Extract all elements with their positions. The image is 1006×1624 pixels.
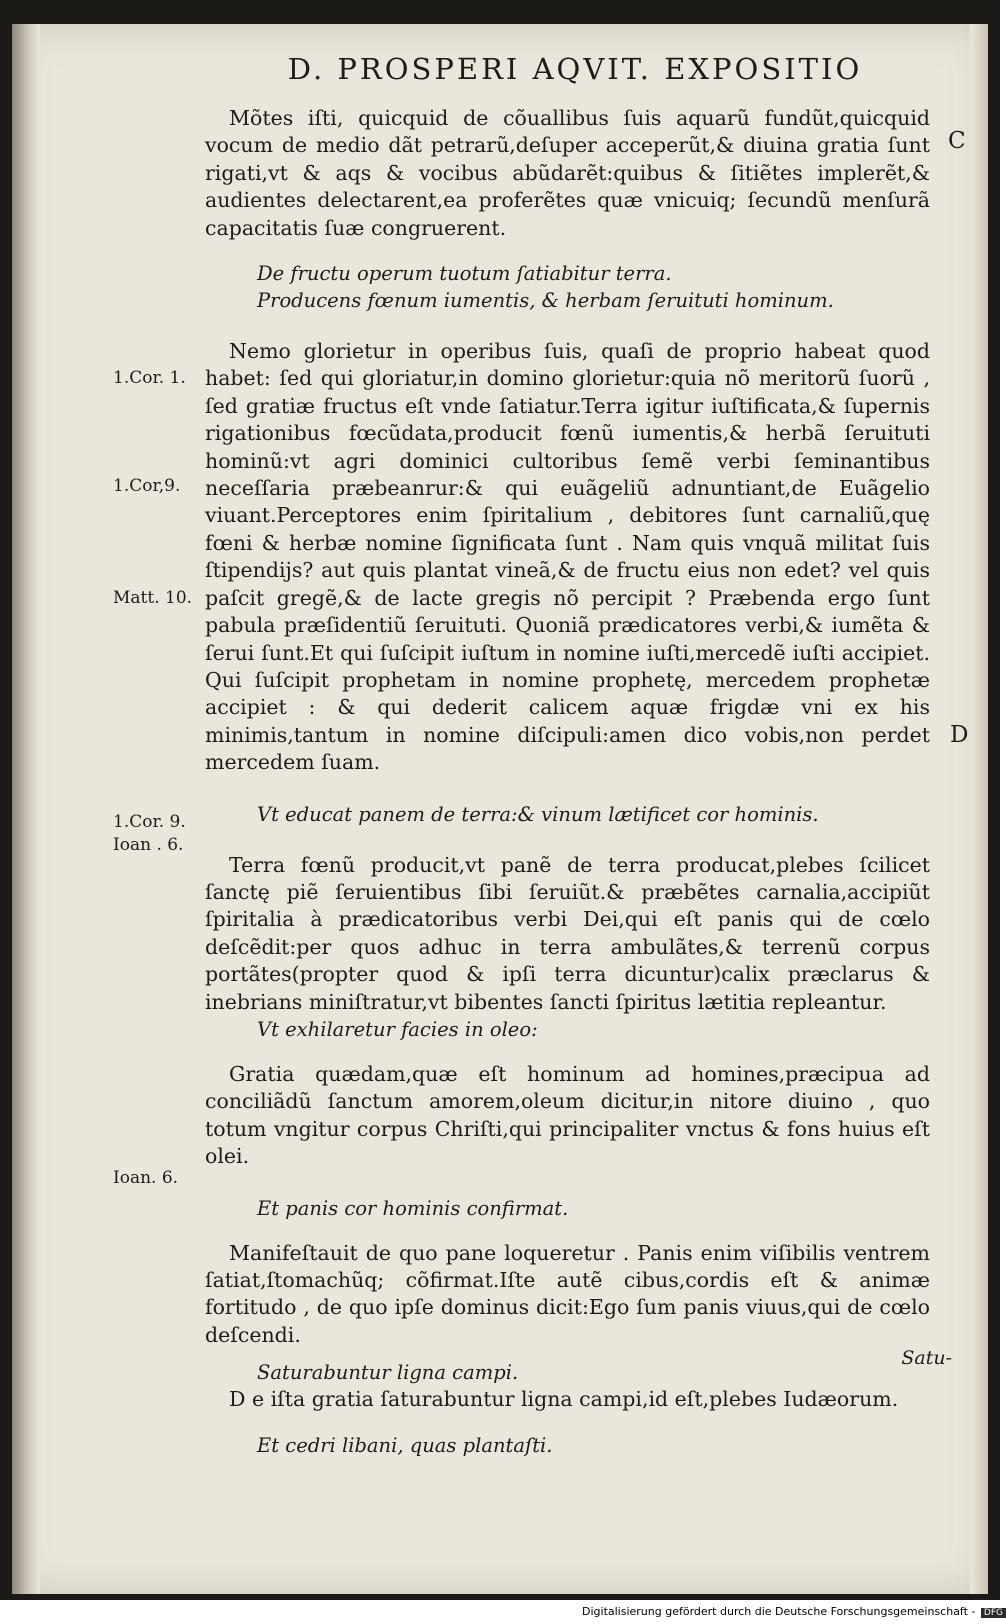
signature-mark-d: D bbox=[950, 722, 969, 748]
marginal-note-ioan6a: Ioan . 6. bbox=[113, 835, 184, 855]
paragraph-1: Mõtes iſti, quicquid de cõuallibus ſuis aquarũ fundũt,quicquid vocum de medio dãt petrarũ,deſuper acceperũt,& diuina gratia ſunt rigati,vt & aqs & vocibus abũdarẽt:quibus & ſitiẽtes implerẽt,& audientes delectarent,ea proferẽtes quæ vnicuiq; ſecundũ menſurã capacitatis ſuæ congruerent. bbox=[205, 106, 930, 240]
signature-mark-c: C bbox=[948, 128, 966, 154]
footer-text: Digitalisierung gefördert durch die Deutsche Forschungsgemeinschaft - bbox=[582, 1605, 976, 1618]
catchword: Satu- bbox=[901, 1347, 952, 1369]
text-column bbox=[205, 105, 930, 1459]
marginal-note-1cor9b: 1.Cor. 9. bbox=[113, 812, 186, 832]
running-header: D. PROSPERI AQVIT. EXPOSITIO bbox=[287, 52, 863, 86]
verse-4: Vt exhilaretur facies in oleo: bbox=[257, 1017, 538, 1041]
dfg-logo: DFG bbox=[981, 1608, 1006, 1618]
verse-5: Et panis cor hominis confirmat. bbox=[257, 1196, 569, 1220]
paragraph-6: D e iſta gratia ſaturabuntur ligna campi,id eſt,plebes Iudæorum. bbox=[229, 1387, 899, 1412]
verse-3: Vt educat panem de terra:& vinum lætificet cor hominis. bbox=[257, 802, 819, 826]
verse-1: De fructu operum tuotum ſatiabitur terra. bbox=[257, 262, 672, 286]
marginal-note-matt10: Matt. 10. bbox=[113, 588, 193, 608]
page-spine bbox=[12, 24, 40, 1594]
marginal-note-1cor1: 1.Cor. 1. bbox=[113, 368, 186, 388]
digitization-footer bbox=[582, 1605, 1006, 1618]
verse-6: Saturabuntur ligna campi. bbox=[257, 1361, 519, 1385]
page-edge bbox=[970, 24, 988, 1594]
paragraph-4: Gratia quædam,quæ eſt hominum ad homines,præcipua ad conciliãdũ ſanctum amorem,oleum dicitur,in nitore diuino , quo totum vngitur corpus Chriſti,qui principaliter vnctus & fons huius eſt olei. bbox=[205, 1061, 930, 1169]
verse-2: Producens fœnum iumentis, & herbam ſeruituti hominum. bbox=[257, 289, 834, 313]
verse-7: Et cedri libani, quas plantaſti. bbox=[257, 1433, 553, 1457]
paragraph-3: Terra fœnũ producit,vt panẽ de terra producat,plebes ſcilicet ſanctę piẽ ſeruientibus ſibi ſeruiũt.& præbẽtes carnalia,accipiũt ſpiritalia à prædicatoribus verbi Dei,qui eſt panis qui de cœlo deſcẽdit:per quos adhuc in terra ambulãtes,& terrenũ corpus portãtes(propter quod & ipſi terra dicuntur)calix præclarus & inebrians miniſtratur,vt bibentes ſancti ſpiritus lætitia repleantur. bbox=[205, 852, 930, 1014]
marginal-note-ioan6b: Ioan. 6. bbox=[113, 1168, 179, 1188]
paragraph-5: Manifeſtauit de quo pane loqueretur . Panis enim viſibilis ventrem ſatiat,ſtomachũq; cõfirmat.Iſte autẽ cibus,cordis eſt & animæ fortitudo , de quo ipſe dominus dicit:Ego ſum panis viuus,qui de cœlo deſcendi. bbox=[205, 1240, 930, 1347]
marginal-note-1cor9: 1.Cor,9. bbox=[113, 476, 181, 496]
paragraph-2: Nemo glorietur in operibus ſuis, quaſi de proprio habeat quod habet: ſed qui gloriatur,in domino glorietur:quia nõ meritorũ ſuorũ , ſed gratiæ fructus eſt vnde ſatiatur.Terra igitur iuſtificata,& ſupernis rigationibus fœcũdata,producit fœnũ iumentis,& herbã ſeruituti hominũ:vt agri dominici cultoribus ſemẽ verbi ſeminantibus neceſſaria præbeanrur:& qui euãgeliũ adnuntiant,de Euãgelio viuant.Perceptores enim ſpiritalium , debitores ſunt carnaliũ,quę fœni & herbæ nomine ſignificata ſunt . Nam quis vnquã militat ſuis ſtipendijs? aut quis plantat vineã,& de fructu eius non edet? vel quis paſcit gregẽ,& de lacte gregis nõ percipit ? Præbenda ergo ſunt pabula præſidentiũ ſeruituti. Quoniã prædicatores verbi,& iumẽta & ſerui ſunt.Et qui ſuſcipit iuſtum in nomine iuſti,mercedẽ iuſti accipiet. Qui ſuſcipit prophetam in nomine prophetę, mercedem prophetæ accipiet : & qui dederit calicem aquæ frigdæ vni ex his minimis,tantum in nomine diſcipuli:amen dico vobis,non perdet mercedem ſuam. bbox=[205, 339, 930, 775]
